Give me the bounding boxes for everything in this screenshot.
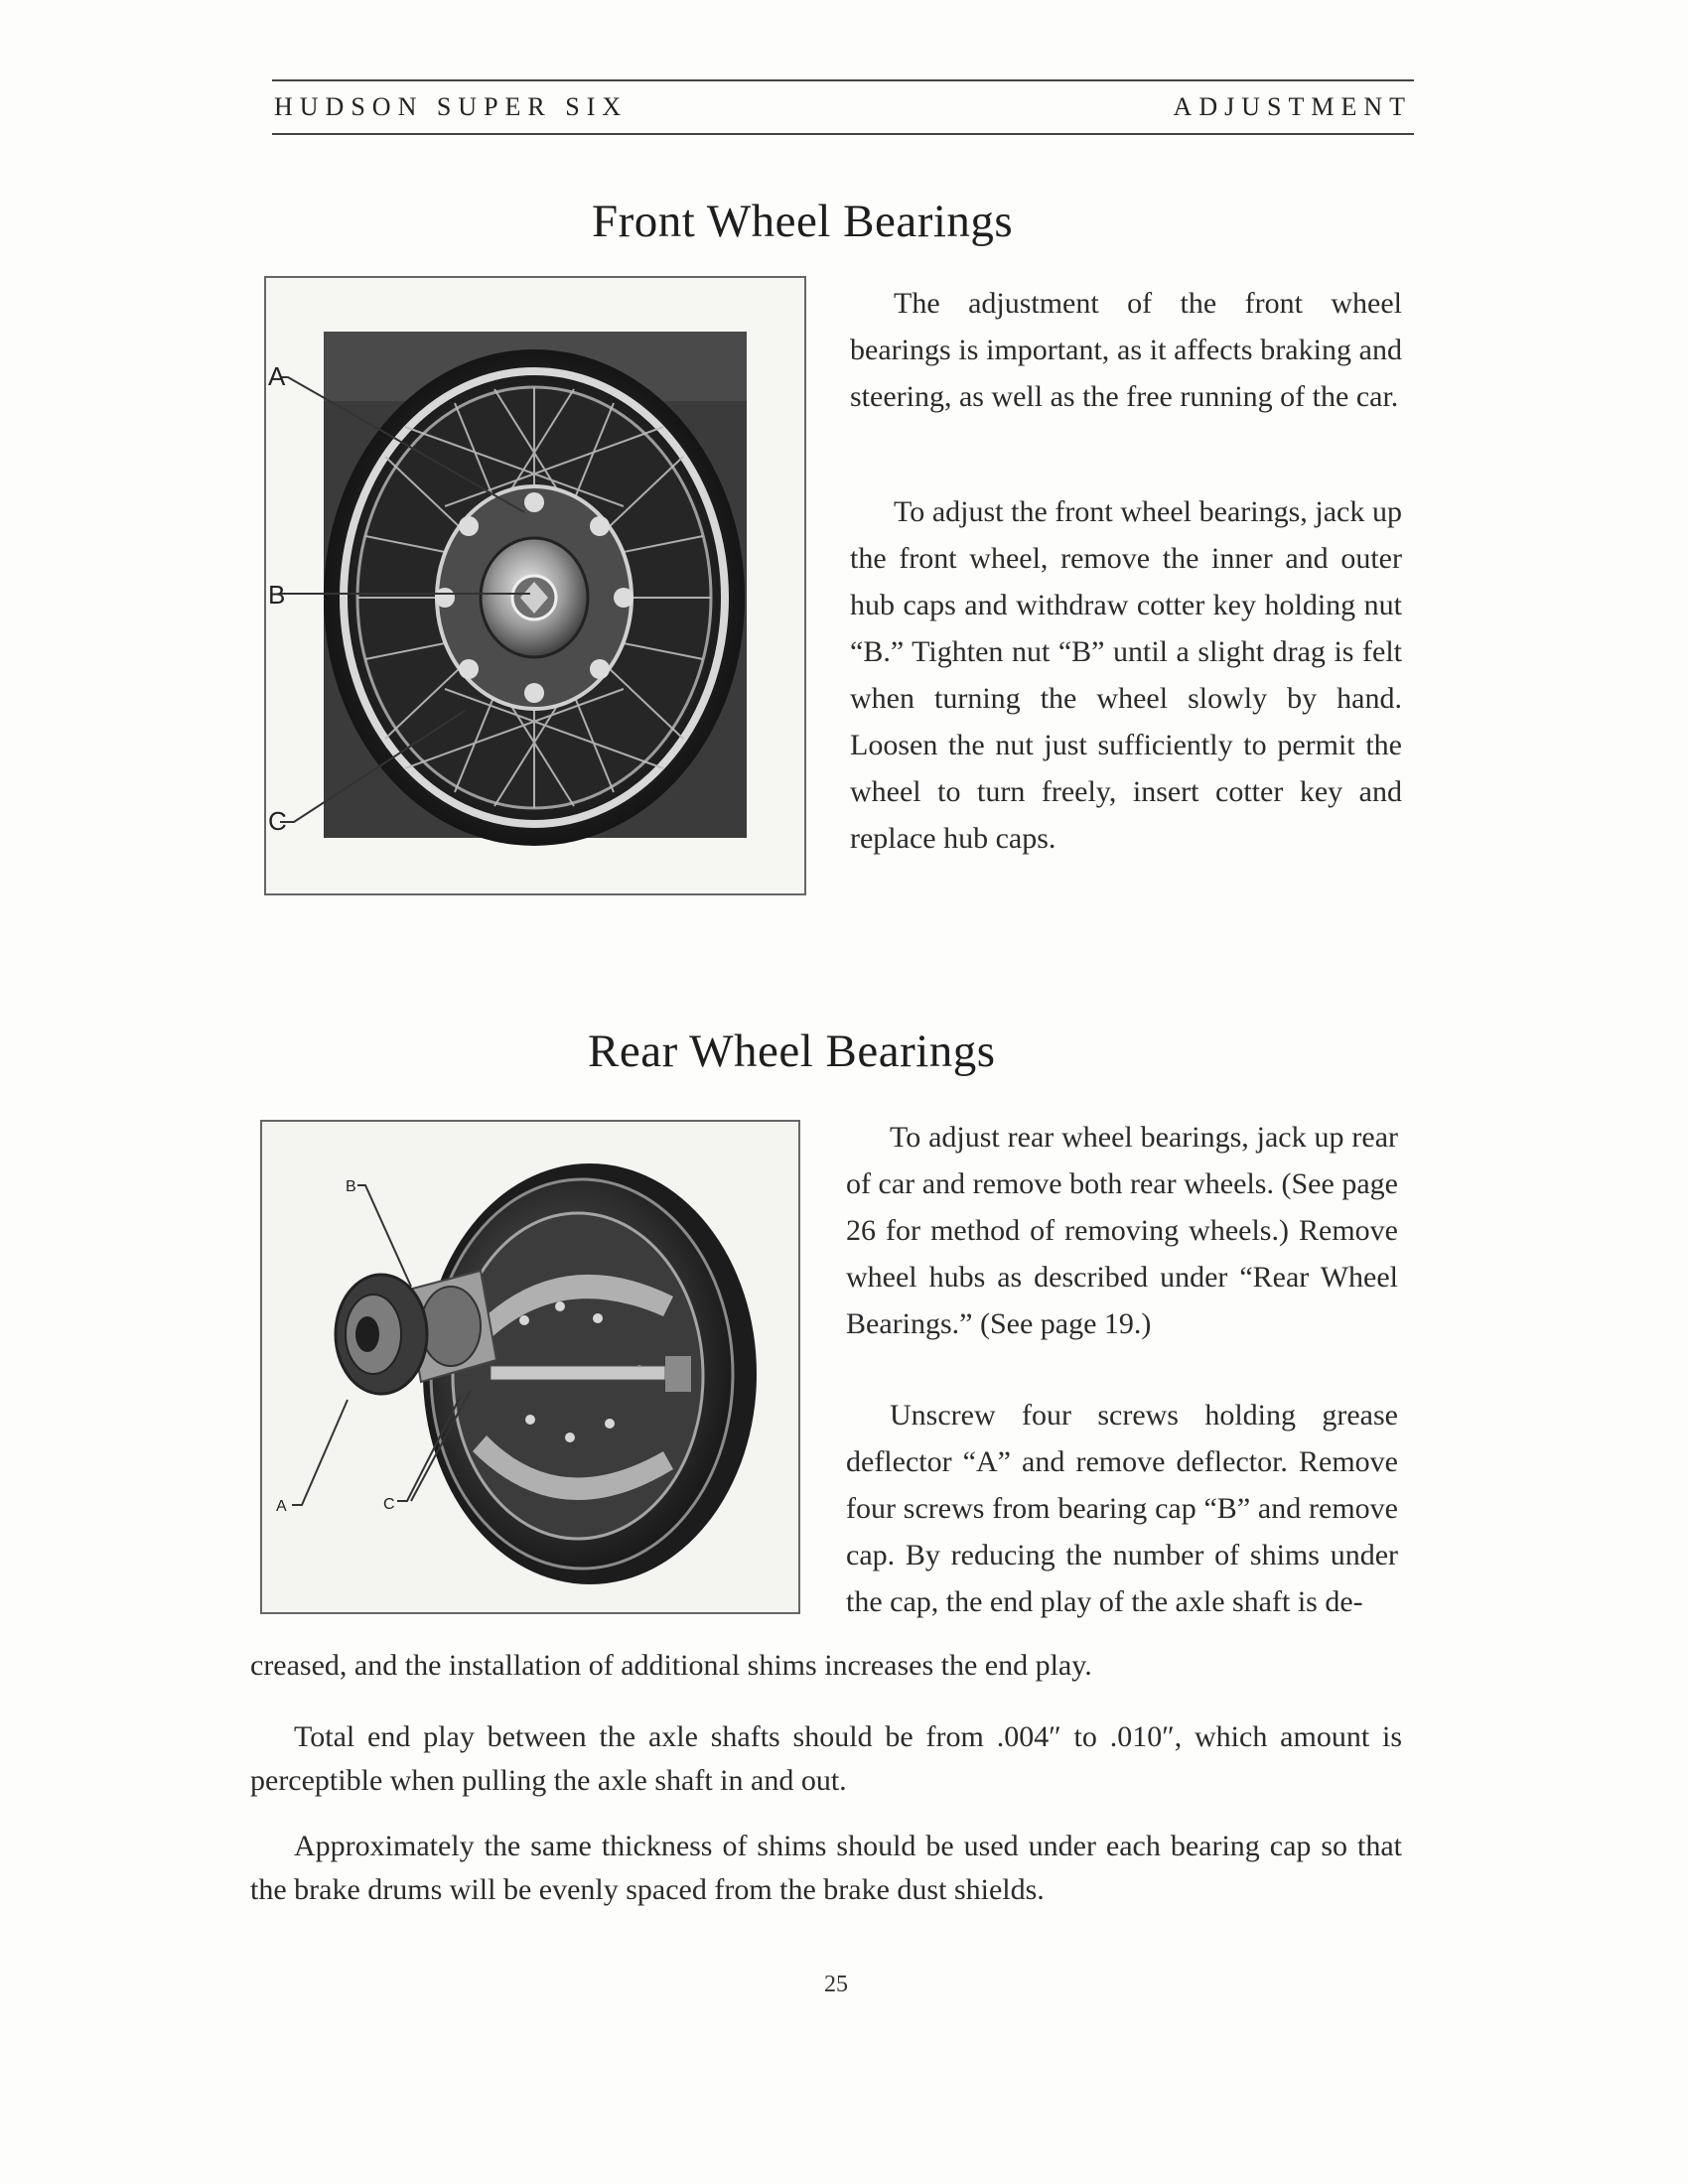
- front-paragraph-2: To adjust the front wheel bearings, jack up the front wheel, remove the inner and outer hub caps and withdraw cotter key holding nut “B.” Tighten nut “B” until a slight drag is felt when turning the wheel slowly by hand. Loosen the nut just sufficiently to permit the wheel to turn freely, insert cotter key and replace hub caps.: [850, 495, 1402, 855]
- running-header: [272, 79, 1414, 135]
- rear-label-b: B: [346, 1178, 356, 1195]
- rear-paragraph-1: To adjust rear wheel bearings, jack up rear of car and remove both rear wheels. (See page 26 for method of removing wheels.) Remove wheel hubs as described under “Rear Wheel Bearings.” (See page 19.): [846, 1121, 1398, 1340]
- rear-wheel-bearings-heading: Rear Wheel Bearings: [588, 1025, 996, 1077]
- rear-paragraph-4: Approximately the same thickness of shims should be used under each bearing cap so that the brake drums will be evenly spaced from the brake dust shields.: [250, 1830, 1402, 1906]
- header-section-title: ADJUSTMENT: [1173, 92, 1412, 121]
- front-label-a: A: [268, 361, 286, 391]
- rear-paragraph-2: Unscrew four screws holding grease deflector “A” and remove deflector. Remove four screws from bearing cap “B” and remove cap. By reducing the number of shims under the cap, the end play of the axle shaft is de-: [846, 1399, 1398, 1618]
- rear-brake-assembly-photo: [260, 1120, 800, 1614]
- rear-paragraph-2-continued: creased, and the installation of additional shims increases the end play.: [250, 1649, 1092, 1682]
- page-number: 25: [824, 1972, 848, 1997]
- front-label-b: B: [268, 580, 286, 610]
- rear-label-a: A: [276, 1498, 287, 1515]
- front-wheel-photo: [264, 276, 806, 895]
- front-label-c: C: [268, 806, 287, 836]
- rear-paragraph-3: Total end play between the axle shafts should be from .004″ to .010″, which amount is perceptible when pulling the axle shaft in and out.: [250, 1720, 1402, 1797]
- front-paragraph-1: The adjustment of the front wheel bearings is important, as it affects braking and steering, as well as the free running of the car.: [850, 287, 1402, 413]
- header-book-title: HUDSON SUPER SIX: [274, 92, 629, 121]
- front-wheel-bearings-heading: Front Wheel Bearings: [592, 196, 1014, 247]
- rear-label-c: C: [383, 1496, 395, 1513]
